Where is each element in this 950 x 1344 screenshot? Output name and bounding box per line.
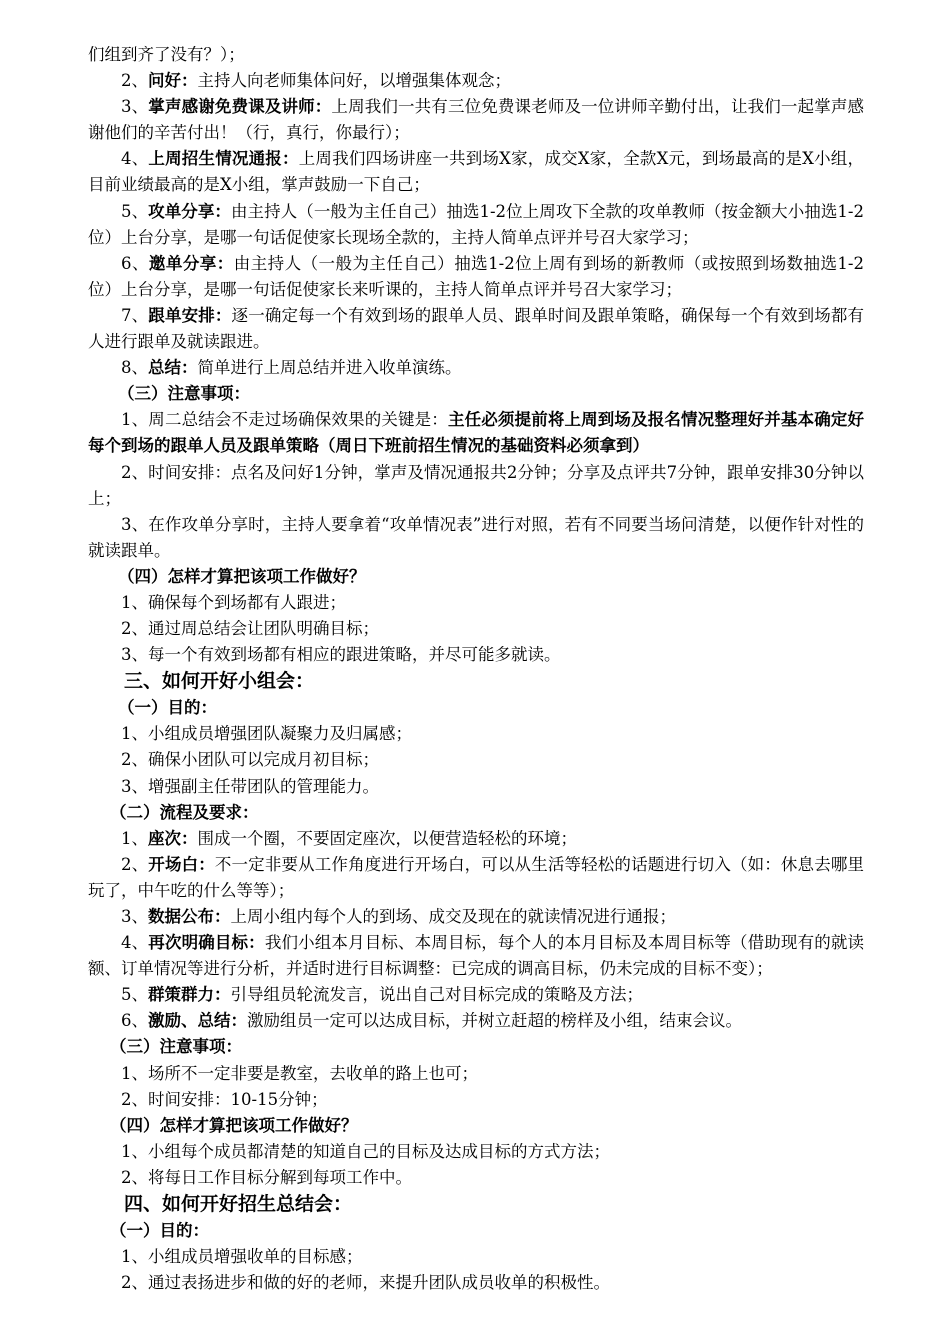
item-number: 6、 <box>121 1011 148 1031</box>
item-number: 1、 <box>121 828 148 848</box>
item-number: 3、 <box>121 907 148 926</box>
item-keyword: 跟单安排： <box>148 305 232 325</box>
item-text: 上周小组内每个人的到场、成交及现在的就读情况进行通报； <box>230 907 676 926</box>
item-keyword: 群策群力： <box>148 985 231 1005</box>
item-keyword: 上周招生情况通报： <box>148 149 299 169</box>
item-number: 4、 <box>121 149 149 169</box>
section-heading: （一）目的： <box>118 698 217 718</box>
item-number: 6、 <box>121 253 149 273</box>
item-text: 引导组员轮流发言，说出自己对目标完成的策略及方法； <box>230 985 643 1005</box>
paragraph <box>88 303 864 355</box>
item-number: 3、 <box>121 97 149 117</box>
item-keyword: 问好： <box>148 71 198 91</box>
list-item: 3、增强副主任带团队的管理能力。 <box>121 776 379 796</box>
item-keyword: 邀单分享： <box>148 253 234 273</box>
section-heading: （一）目的： <box>110 1221 209 1241</box>
list-item: 2、通过周总结会让团队明确目标； <box>121 619 379 639</box>
section-heading: （三）注意事项： <box>118 384 250 404</box>
item-text: 我们小组本月目标、本周目标，每个人的本月目标及本周目标等（借助现有的就读额、订单情况等进行分析，并适时进行目标调整：已完成的调高目标，仍未完成的目标不变）； <box>88 933 865 979</box>
paragraph <box>88 94 864 146</box>
list-item: 1、小组成员增强团队凝聚力及归属感； <box>121 724 412 744</box>
paragraph <box>88 852 864 904</box>
item-text: 简单进行上周总结并进入收单演练。 <box>197 358 462 378</box>
item-number: 8、 <box>121 358 148 378</box>
item-text: 1、周二总结会不走过场确保效果的关键是： <box>121 410 448 430</box>
section-heading: （三）注意事项： <box>110 1037 242 1057</box>
paragraph <box>88 68 864 94</box>
item-keyword: 座次： <box>148 828 198 848</box>
item-keyword: 数据公布： <box>148 907 231 926</box>
item-keyword: 总结： <box>148 358 198 378</box>
item-number: 2、 <box>121 71 148 91</box>
paragraph <box>88 199 864 251</box>
paragraph <box>88 930 864 982</box>
section-heading: （四）怎样才算把该项工作做好？ <box>118 566 366 586</box>
chapter-heading: 三、如何开好小组会： <box>124 670 315 693</box>
item-number: 2、 <box>121 854 149 874</box>
chapter-heading: 四、如何开好招生总结会： <box>124 1193 353 1216</box>
paragraph: 3、在作攻单分享时，主持人要拿着“攻单情况表”进行对照，若有不同要当场问清楚，以便作针对性的就读跟单。 <box>88 514 864 560</box>
paragraph <box>88 904 864 930</box>
list-item: 2、通过表扬进步和做的好的老师，来提升团队成员收单的积极性。 <box>121 1273 610 1293</box>
item-keyword: 掌声感谢免费课及讲师： <box>148 97 332 117</box>
paragraph <box>88 355 864 381</box>
paragraph: 2、时间安排：点名及问好1分钟，掌声及情况通报共2分钟；分享及点评共7分钟，跟单安排30分钟以上； <box>88 462 864 508</box>
item-text: 逐一确定每一个有效到场的跟单人员、跟单时间及跟单策略，确保每一个有效到场都有人进行跟单及就读跟进。 <box>88 305 865 352</box>
item-number: 4、 <box>121 933 149 953</box>
document-page <box>88 42 864 1296</box>
item-number: 5、 <box>121 985 148 1005</box>
item-text: 由主持人（一般为主任自己）抽选1-2位上周攻下全款的攻单教师（按金额大小抽选1-2位）上台分享，是哪一句话促使家长现场全款的，主持人简单点评并号召大家学习； <box>88 201 865 247</box>
paragraph <box>88 407 864 459</box>
list-item: 2、将每日工作目标分解到每项工作中。 <box>121 1167 412 1187</box>
list-item: 1、小组每个成员都清楚的知道自己的目标及达成目标的方式方法； <box>121 1141 610 1161</box>
list-item: 1、确保每个到场都有人跟进； <box>121 592 346 612</box>
paragraph: 们组到齐了没有？）； <box>88 45 245 64</box>
item-keyword: 开场白： <box>148 854 215 874</box>
paragraph <box>88 826 864 852</box>
item-text: 上周我们四场讲座一共到场X家，成交X家，全款X元，到场最高的是X小组，目前业绩最高的是X小组，掌声鼓励一下自己； <box>88 149 865 195</box>
item-text: 围成一个圈，不要固定座次，以便营造轻松的环境； <box>197 828 577 848</box>
list-item: 2、时间安排：10-15分钟； <box>121 1089 328 1109</box>
list-item: 1、场所不一定非要是教室，去收单的路上也可； <box>121 1063 478 1083</box>
paragraph <box>88 251 864 303</box>
item-keyword: 激励、总结： <box>148 1011 247 1031</box>
item-keyword: 再次明确目标： <box>148 933 265 953</box>
item-keyword: 攻单分享： <box>148 201 231 221</box>
item-number: 5、 <box>121 201 149 221</box>
paragraph <box>88 146 864 198</box>
item-text: 不一定非要从工作角度进行开场白，可以从生活等轻松的话题进行切入（如：休息去哪里玩了，中午吃的什么等等）； <box>88 854 865 900</box>
item-text: 主持人向老师集体问好，以增强集体观念； <box>197 71 511 91</box>
item-text: 由主持人（一般为主任自己）抽选1-2位上周有到场的新教师（或按照到场数抽选1-2位）上台分享，是哪一句话促使家长来听课的，主持人简单点评并号召大家学习； <box>88 253 864 299</box>
section-heading: （四）怎样才算把该项工作做好？ <box>110 1115 358 1135</box>
item-text: 上周我们一共有三位免费课老师及一位讲师辛勤付出，让我们一起掌声感谢他们的辛苦付出！（行，真行，你最行）； <box>88 97 865 143</box>
paragraph <box>88 982 864 1008</box>
item-keyword: 主任必须提前将上周到场及报名情况整理好并基本确定好每个到场的跟单人员及跟单策略（周日下班前招生情况的基础资料必须拿到） <box>88 410 864 456</box>
list-item: 1、小组成员增强收单的目标感； <box>121 1247 363 1267</box>
paragraph <box>88 1008 864 1034</box>
list-item: 2、确保小团队可以完成月初目标； <box>121 750 379 770</box>
item-number: 7、 <box>121 305 149 325</box>
list-item: 3、每一个有效到场都有相应的跟进策略，并尽可能多就读。 <box>121 645 561 665</box>
section-heading: （二）流程及要求： <box>110 802 259 822</box>
item-text: 激励组员一定可以达成目标，并树立赶超的榜样及小组，结束会议。 <box>247 1011 742 1031</box>
